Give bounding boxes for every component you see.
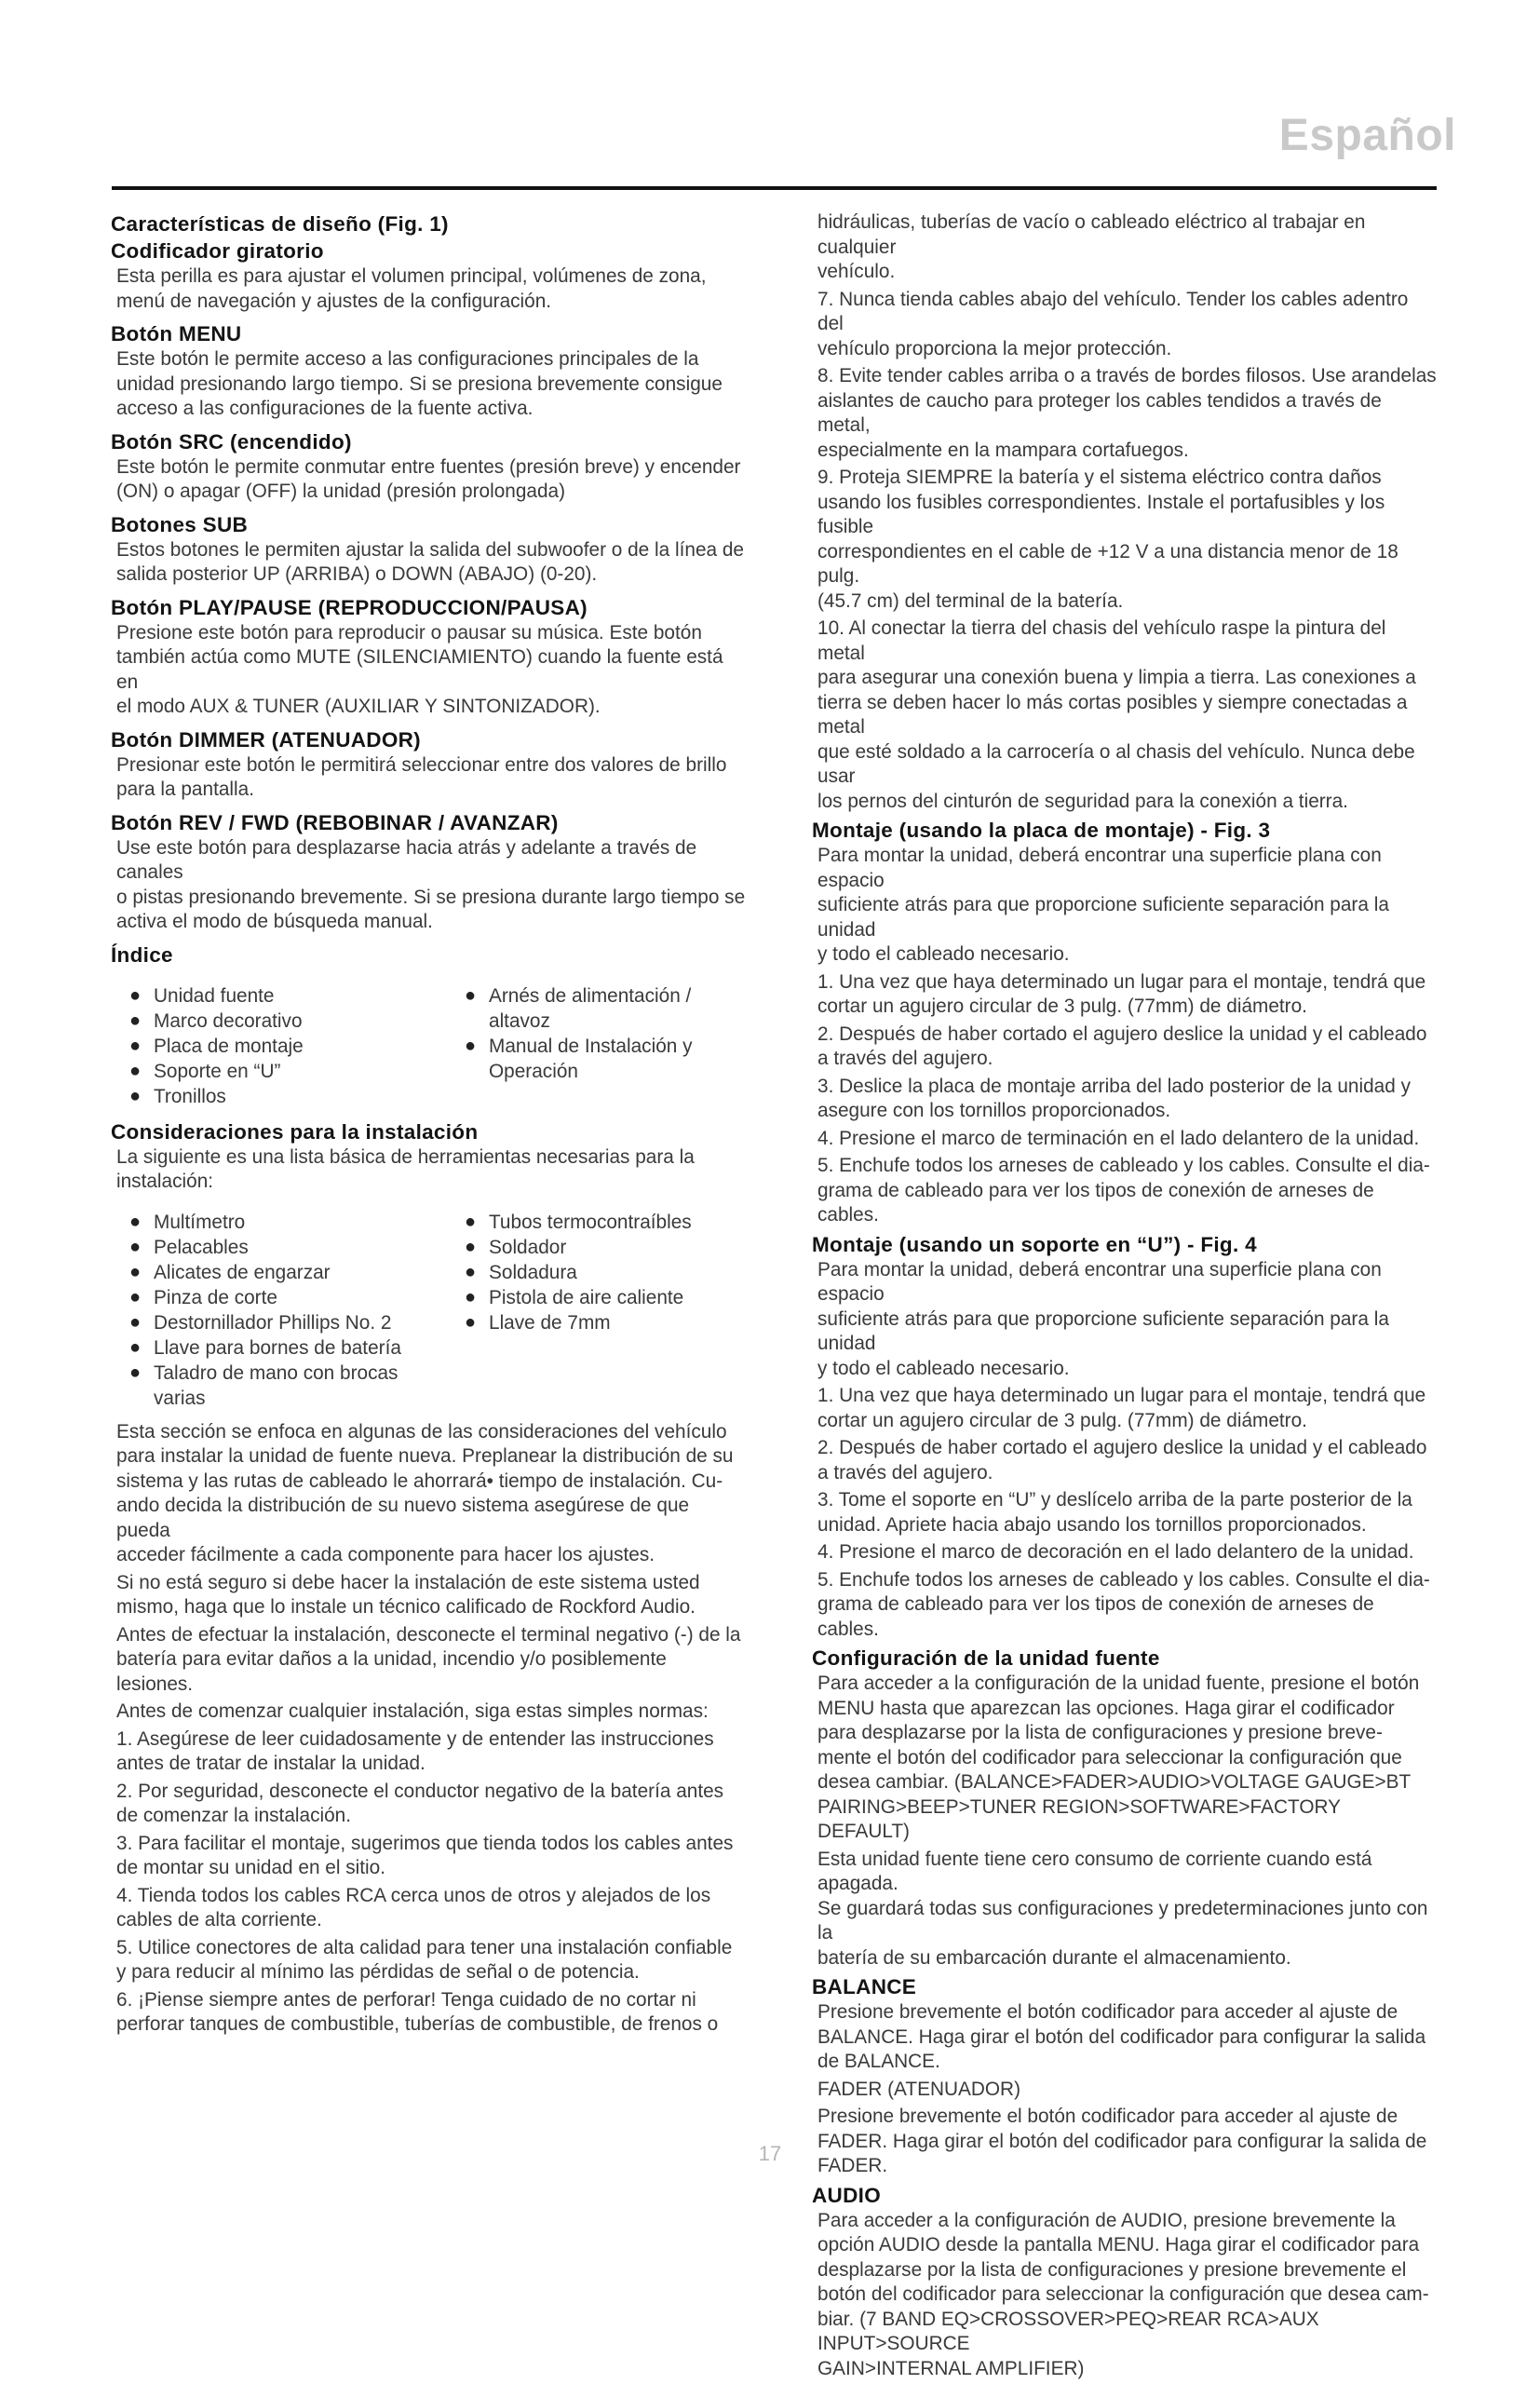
source-config-paragraph: Para acceder a la configuración de la unidad fuente, presione el botón MENU hasta que aparezcan las opciones. Haga girar el codificador para desplazarse por la lista de configuraciones y presione breve- mente el botón del codificador para seleccionar la configuración que desea cambiar. (BALANCE>FADER>AUDIO>VOLTAGE GAUGE>BT PAIRING>BEEP>TUNER REGION>SOFTWARE>FACTORY DEFAULT) [817, 1673, 1420, 1842]
bullet-icon: ● [129, 1060, 142, 1081]
list-item: ● Multímetro [129, 1211, 246, 1233]
rule-1: 1. Asegúrese de leer cuidadosamente y de entender las instrucciones antes de tratar de instalar la unidad. [116, 1727, 714, 1774]
list-item: ● Llave de 7mm [465, 1311, 611, 1334]
bullet-icon: ● [129, 1236, 142, 1257]
u-mount-step-1: 1. Una vez que haya determinado un lugar para el montaje, tendrá que cortar un agujero circular de 3 pulg. (77mm) de diámetro. [817, 1385, 1426, 1431]
audio-paragraph: Para acceder a la configuración de AUDIO, presione brevemente la opción AUDIO desde la pantalla MENU. Haga girar el codificador para desplazarse por la lista de configuraciones y presione brevemente el botón del codificador para seleccionar la configuración que desea cam- biar. (7 BAND EQ>CROSSOVER>PEQ>REAR RCA>AUX INPUT>SOURCE GAIN>INTERNAL AMPLIFIER) [817, 2209, 1429, 2379]
rule-6-continuation: hidráulicas, tuberías de vacío o cableado eléctrico al trabajar en cualquier vehículo. [817, 211, 1366, 282]
audio-heading: AUDIO [812, 2183, 881, 2207]
vehicle-considerations-paragraph: Esta sección se enfoca en algunas de las consideraciones del vehículo para instalar la unidad de fuente nueva. Preplanear la distribución de su sistema y las rutas de cableado le ahorrará• tiempo de instalación. Cu- ando decida la distribución de su nuevo sistema asegúrese de que pueda acceder fácilmente a cada componente para hacer los ajustes. [116, 1420, 734, 1565]
bullet-icon: ● [129, 1211, 142, 1232]
balance-paragraph: Presione brevemente el botón codificador para acceder al ajuste de BALANCE. Haga girar el botón del codificador para configurar la salida de BALANCE. [817, 2001, 1426, 2072]
rule-2: 2. Por seguridad, desconecte el conductor negativo de la batería antes de comenzar la instalación. [116, 1780, 724, 1826]
rule-5: 5. Utilice conectores de alta calidad para tener una instalación confiable y para reducir al mínimo las pérdidas de señal o de potencia. [116, 1936, 733, 1983]
bullet-icon: ● [465, 1286, 477, 1307]
menu-button-heading: Botón MENU [111, 322, 242, 345]
rule-3: 3. Para facilitar el montaje, sugerimos que tienda todos los cables antes de montar su unidad en el sitio. [116, 1832, 734, 1878]
bullet-icon: ● [129, 1286, 142, 1307]
list-item: ● Destornillador Phillips No. 2 [129, 1311, 392, 1334]
encoder-heading: Codificador giratorio [111, 239, 324, 263]
plate-mount-step-5: 5. Enchufe todos los arneses de cableado y los cables. Consulte el dia- grama de cableado para ver los tipos de conexión de arneses de cables. [817, 1155, 1430, 1226]
bullet-icon: ● [129, 1361, 142, 1383]
rule-4: 4. Tienda todos los cables RCA cerca unos de otros y alejados de los cables de alta corriente. [116, 1884, 711, 1930]
balance-heading: BALANCE [812, 1975, 917, 1998]
plate-mount-step-4: 4. Presione el marco de terminación en el lado delantero de la unidad. [817, 1127, 1420, 1149]
tools-list [128, 1210, 746, 1411]
list-item: ● Placa de montaje [129, 1035, 304, 1057]
bullet-icon: ● [129, 984, 142, 1006]
list-item: ● Marco decorativo [129, 1009, 303, 1032]
list-item-continuation: Operación [489, 1060, 578, 1082]
list-item: ● Pelacables [129, 1236, 249, 1258]
src-button-heading: Botón SRC (encendido) [111, 429, 352, 454]
page-number: 17 [758, 2142, 782, 2165]
list-item: ● Pinza de corte [129, 1286, 277, 1308]
power-draw-paragraph: Esta unidad fuente tiene cero consumo de corriente cuando está apagada. Se guardará todas sus configuraciones y predeterminaciones junto con la batería de su embarcación durante el almacenamiento. [817, 1848, 1428, 1969]
list-item: ● Unidad fuente [129, 984, 275, 1007]
index-list [128, 983, 746, 1109]
rule-10: 10. Al conectar la tierra del chasis del vehículo raspe la pintura del metal para asegurar una conexión buena y limpia a tierra. Las conexiones a tierra se deben hacer lo más cortas posibles y siempre conectadas a metal que esté soldado a la carrocería o al chasis del vehículo. Nunca debe usar los pernos del cinturón de seguridad para la conexión a tierra. [817, 617, 1416, 812]
language-label: Español [1278, 111, 1456, 160]
bullet-icon: ● [129, 1336, 142, 1358]
rev-fwd-heading: Botón REV / FWD (REBOBINAR / AVANZAR) [111, 810, 559, 834]
list-item: ● Soldador [465, 1236, 567, 1258]
right-column [812, 210, 1438, 2384]
u-mount-step-5: 5. Enchufe todos los arneses de cableado y los cables. Consulte el dia- grama de cableado para ver los tipos de conexión de arneses de cables. [817, 1568, 1430, 1640]
menu-button-paragraph: Este botón le permite acceso a las configuraciones principales de la unidad presionando largo tiempo. Si se presiona brevemente consigue acceso a las configuraciones de la fuente activa. [116, 348, 723, 419]
sub-buttons-paragraph: Estos botones le permiten ajustar la salida del subwoofer o de la línea de salida posterior UP (ARRIBA) o DOWN (ABAJO) (0-20). [116, 538, 744, 585]
rules-intro-paragraph: Antes de comenzar cualquier instalación, siga estas simples normas: [116, 1700, 709, 1722]
bullet-icon: ● [465, 1311, 477, 1333]
plate-mount-step-3: 3. Deslice la placa de montaje arriba del lado posterior de la unidad y asegure con los tornillos proporcionados. [817, 1075, 1411, 1121]
dimmer-heading: Botón DIMMER (ATENUADOR) [111, 727, 421, 752]
bullet-icon: ● [129, 1311, 142, 1333]
source-config-heading: Configuración de la unidad fuente [812, 1646, 1160, 1670]
install-considerations-heading: Consideraciones para la instalación [111, 1119, 479, 1144]
list-item: ● Alicates de engarzar [129, 1261, 331, 1283]
list-item: ● Soldadura [465, 1261, 577, 1283]
rev-fwd-paragraph: Use este botón para desplazarse hacia atrás y adelante a través de canales o pistas presionando brevemente. Si se presiona durante largo tiempo se activa el modo de búsqueda manual. [116, 836, 746, 932]
list-item: ● Taladro de mano con brocas [129, 1361, 399, 1384]
bullet-icon: ● [465, 1236, 477, 1257]
list-item: ● Llave para bornes de batería [129, 1336, 401, 1359]
bullet-icon: ● [129, 1261, 142, 1282]
play-pause-paragraph: Presione este botón para reproducir o pausar su música. Este botón también actúa como MUTE (SILENCIAMIENTO) cuando la fuente está en el modo AUX & TUNER (AUXILIAR Y SINTONIZADOR). [116, 621, 723, 717]
technician-paragraph: Si no está seguro si debe hacer la instalación de este sistema usted mismo, haga que lo instale un técnico calificado de Rockford Audio. [116, 1571, 700, 1618]
list-item: ● Arnés de alimentación / [465, 984, 692, 1007]
list-item: ● Soporte en “U” [129, 1060, 281, 1082]
play-pause-heading: Botón PLAY/PAUSE (REPRODUCCION/PAUSA) [111, 595, 588, 619]
encoder-paragraph: Esta perilla es para ajustar el volumen principal, volúmenes de zona, menú de navegación y ajustes de la configuración. [116, 265, 707, 312]
u-mount-intro: Para montar la unidad, deberá encontrar una superficie plana con espacio suficiente atrás para que proporcione suficiente separación para la unidad y todo el cableado necesario. [817, 1258, 1389, 1379]
u-mount-heading: Montaje (usando un soporte en “U”) - Fig. 4 [812, 1232, 1257, 1256]
design-features-heading: Características de diseño (Fig. 1) [111, 212, 449, 236]
dimmer-paragraph: Presionar este botón le permitirá seleccionar entre dos valores de brillo para la pantalla. [116, 753, 727, 800]
rule-9: 9. Proteja SIEMPRE la batería y el sistema eléctrico contra daños usando los fusibles correspondientes. Instale el portafusibles y los fusible correspondientes en el cable de +12 V a una distancia menor de 18 pulg. (45.7 cm) del terminal de la batería. [817, 467, 1398, 612]
bullet-icon: ● [129, 1035, 142, 1056]
bullet-icon: ● [465, 1211, 477, 1232]
list-item: ● Manual de Instalación y [465, 1035, 693, 1057]
src-button-paragraph: Este botón le permite conmutar entre fuentes (presión breve) y encender (ON) o apagar (OFF) la unidad (presión prolongada) [116, 455, 741, 502]
rule-8: 8. Evite tender cables arriba o a través de bordes filosos. Use arandelas aislantes de caucho para proteger los cables tendidos a través de metal, especialmente en la mampara cortafuegos. [817, 365, 1437, 461]
plate-mount-intro: Para montar la unidad, deberá encontrar una superficie plana con espacio suficiente atrás para que proporcione suficiente separación para la unidad y todo el cableado necesario. [817, 845, 1389, 965]
bullet-icon: ● [129, 1009, 142, 1031]
disconnect-battery-paragraph: Antes de efectuar la instalación, desconecte el terminal negativo (-) de la batería para evitar daños a la unidad, incendio y/o posiblemente lesiones. [116, 1623, 741, 1695]
bullet-icon: ● [129, 1085, 142, 1106]
u-mount-step-3: 3. Tome el soporte en “U” y deslícelo arriba de la parte posterior de la unidad. Apriete hacia abajo usando los tornillos proporcionados. [817, 1489, 1412, 1536]
install-considerations-paragraph: La siguiente es una lista básica de herramientas necesarias para la instalación: [116, 1145, 695, 1192]
u-mount-step-2: 2. Después de haber cortado el agujero deslice la unidad y el cableado a través del agujero. [817, 1437, 1427, 1483]
plate-mount-heading: Montaje (usando la placa de montaje) - Fig. 3 [812, 819, 1271, 842]
list-item-continuation: altavoz [489, 1009, 550, 1032]
list-item: ● Pistola de aire caliente [465, 1286, 684, 1308]
header-divider [112, 186, 1437, 190]
u-mount-step-4: 4. Presione el marco de decoración en el lado delantero de la unidad. [817, 1541, 1414, 1563]
rule-6: 6. ¡Piense siempre antes de perforar! Tenga cuidado de no cortar ni perforar tanques de combustible, tuberías de combustible, de frenos o [116, 1988, 719, 2035]
bullet-icon: ● [465, 984, 477, 1006]
rule-7: 7. Nunca tienda cables abajo del vehículo. Tender los cables adentro del vehículo proporciona la mejor protección. [817, 288, 1409, 359]
index-heading: Índice [111, 942, 173, 967]
list-item: ● Tubos termocontraíbles [465, 1211, 692, 1233]
list-item: ● Tronillos [129, 1085, 226, 1107]
bullet-icon: ● [465, 1035, 477, 1056]
bullet-icon: ● [465, 1261, 477, 1282]
plate-mount-step-2: 2. Después de haber cortado el agujero deslice la unidad y el cableado a través del agujero. [817, 1023, 1427, 1069]
sub-buttons-heading: Botones SUB [111, 512, 249, 536]
fader-label: FADER (ATENUADOR) [817, 2078, 1020, 2100]
plate-mount-step-1: 1. Una vez que haya determinado un lugar para el montaje, tendrá que cortar un agujero circular de 3 pulg. (77mm) de diámetro. [817, 970, 1426, 1017]
left-column [111, 210, 746, 2040]
list-item-continuation: varias [154, 1387, 206, 1409]
fader-paragraph: Presione brevemente el botón codificador para acceder al ajuste de FADER. Haga girar el botón del codificador para configurar la salida de FADER. [817, 2106, 1427, 2176]
